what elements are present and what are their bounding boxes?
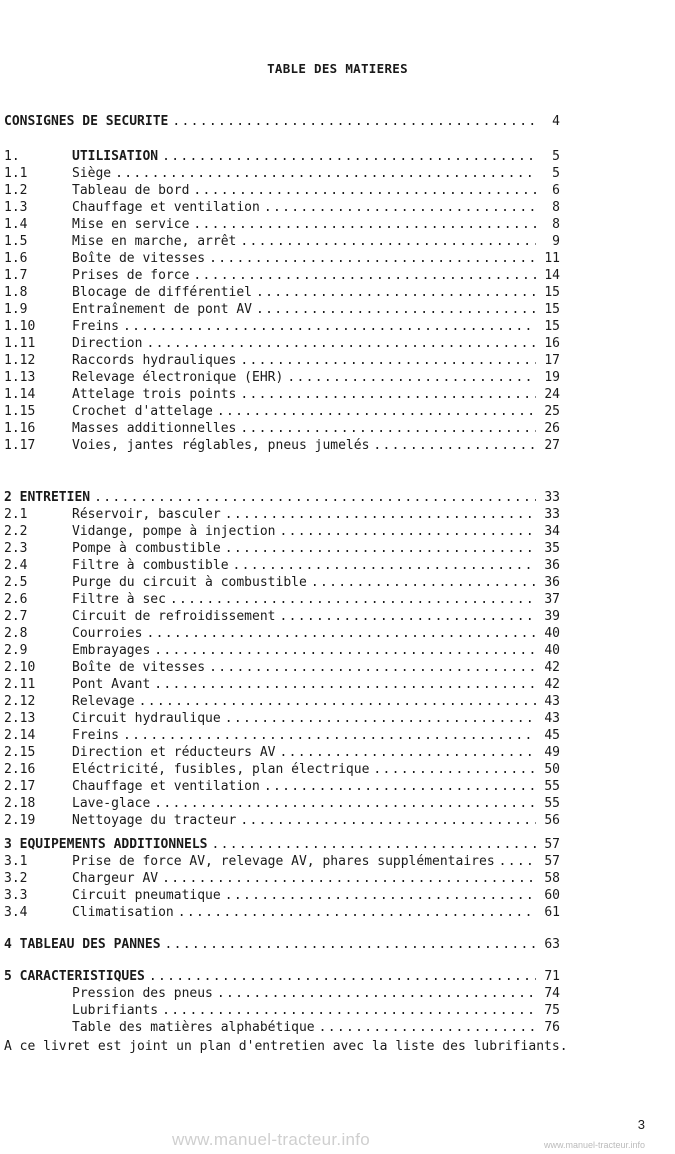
toc-entry-label: Eléctricité, fusibles, plan électrique (72, 762, 370, 777)
toc-entry-label: Lubrifiants (72, 1003, 159, 1018)
toc-entry (4, 489, 560, 506)
toc-entry-label: Attelage trois points (72, 387, 237, 402)
toc-entry-page: 57 (544, 837, 560, 852)
toc-entry-page: 76 (544, 1020, 560, 1035)
toc-entry-label: Réservoir, basculer (72, 507, 221, 522)
toc-entry-label: CONSIGNES DE SECURITE (4, 114, 169, 129)
dot-leader (170, 591, 536, 608)
toc-entry-page: 25 (544, 404, 560, 419)
toc-entry-label: Direction (72, 336, 143, 351)
toc-entry-label: Mise en service (72, 217, 190, 232)
dot-leader (178, 904, 536, 921)
page-number: 3 (637, 1117, 645, 1132)
dot-leader (264, 778, 536, 795)
dot-leader (165, 936, 536, 953)
toc-entry (4, 352, 560, 369)
toc-entry-page: 33 (544, 490, 560, 505)
toc-entry-number: 2.3 (4, 541, 28, 556)
toc-entry-label: Circuit pneumatique (72, 888, 221, 903)
toc-entry (4, 676, 560, 693)
toc-entry-number: 2.10 (4, 660, 36, 675)
watermark-small: www.manuel-tracteur.info (543, 1140, 645, 1150)
toc-entry-page: 57 (544, 854, 560, 869)
dot-leader (225, 887, 536, 904)
toc-entry (4, 437, 560, 454)
toc-entry-label: Circuit hydraulique (72, 711, 221, 726)
toc-entry-label: 4 TABLEAU DES PANNES (4, 937, 161, 952)
toc-entry-number: 2.8 (4, 626, 28, 641)
toc-entry-label: Table des matières alphabétique (72, 1020, 315, 1035)
dot-leader (240, 352, 536, 369)
toc-entry-number: 2.17 (4, 779, 36, 794)
toc-entry-number: 1.11 (4, 336, 36, 351)
toc-entry (4, 403, 560, 420)
toc-entry-page: 17 (544, 353, 560, 368)
dot-leader (146, 335, 536, 352)
toc-entry-page: 60 (544, 888, 560, 903)
toc-entry (4, 936, 560, 953)
toc-entry (4, 812, 560, 829)
toc-entry-number: 2.14 (4, 728, 36, 743)
toc-entry (4, 284, 560, 301)
toc-entry-label: Lave-glace (72, 796, 151, 811)
toc-entry-label: Filtre à combustible (72, 558, 229, 573)
toc-entry-number: 1. (4, 149, 20, 164)
toc-entry-page: 50 (544, 762, 560, 777)
toc-entry-number: 2.11 (4, 677, 36, 692)
dot-leader (256, 284, 536, 301)
dot-leader (212, 836, 537, 853)
toc-entry-number: 1.10 (4, 319, 36, 334)
toc-entry-label: Climatisation (72, 905, 174, 920)
toc-entry-page: 71 (544, 969, 560, 984)
toc-entry-page: 15 (544, 285, 560, 300)
dot-leader (139, 693, 536, 710)
toc-entry-page: 9 (552, 234, 560, 249)
toc-entry (4, 216, 560, 233)
toc-entry-page: 34 (544, 524, 560, 539)
toc-entry-page: 8 (552, 200, 560, 215)
toc-entry-page: 36 (544, 558, 560, 573)
toc-entry-number: 1.8 (4, 285, 28, 300)
toc-entry-page: 35 (544, 541, 560, 556)
toc-entry-number: 1.4 (4, 217, 28, 232)
dot-leader (193, 216, 536, 233)
dot-leader (225, 710, 536, 727)
toc-entry-label: Mise en marche, arrêt (72, 234, 237, 249)
toc-entry-page: 55 (544, 796, 560, 811)
toc-entry-label: Masses additionnelles (72, 421, 237, 436)
toc-entry-page: 40 (544, 626, 560, 641)
dot-leader (149, 968, 536, 985)
toc-entry-number: 1.14 (4, 387, 36, 402)
toc-entry-label: Blocage de différentiel (72, 285, 253, 300)
toc-entry-page: 11 (544, 251, 560, 266)
dot-leader (225, 506, 536, 523)
dot-leader (319, 1019, 536, 1036)
toc-entry-page: 43 (544, 711, 560, 726)
toc-entry-label: Pompe à combustible (72, 541, 221, 556)
dot-leader (256, 301, 536, 318)
toc-entry (4, 250, 560, 267)
toc-entry-number: 1.13 (4, 370, 36, 385)
toc-entry-page: 55 (544, 779, 560, 794)
toc-entry (4, 165, 560, 182)
toc-entry (4, 642, 560, 659)
toc-entry-page: 16 (544, 336, 560, 351)
toc-entry-label: Embrayages (72, 643, 151, 658)
toc-entry-page: 4 (552, 114, 560, 129)
toc-entry-label: Boîte de vitesses (72, 660, 206, 675)
toc-entry-number: 2.18 (4, 796, 36, 811)
dot-leader (233, 557, 536, 574)
dot-leader (154, 642, 536, 659)
toc-entry-page: 75 (544, 1003, 560, 1018)
toc-entry (4, 608, 560, 625)
toc-entry (4, 420, 560, 437)
dot-leader (209, 250, 536, 267)
toc-entry-page: 24 (544, 387, 560, 402)
toc-entry (4, 968, 560, 985)
toc-entry-label: Courroies (72, 626, 143, 641)
toc-entry-number: 2.13 (4, 711, 36, 726)
toc-entry-page: 5 (552, 149, 560, 164)
toc-entry-page: 43 (544, 694, 560, 709)
toc-entry-page: 58 (544, 871, 560, 886)
toc-entry (4, 795, 560, 812)
toc-entry-number: 2.1 (4, 507, 28, 522)
toc-entry-label: Raccords hydrauliques (72, 353, 237, 368)
dot-leader (154, 795, 536, 812)
dot-leader (193, 182, 536, 199)
toc-entry-label: Crochet d'attelage (72, 404, 213, 419)
dot-leader (240, 233, 536, 250)
toc-entry (4, 301, 560, 318)
toc-entry-number: 1.5 (4, 234, 28, 249)
toc-entry (4, 506, 560, 523)
toc-entry-number: 2.19 (4, 813, 36, 828)
toc-entry (4, 540, 560, 557)
toc-entry-label: Prises de force (72, 268, 190, 283)
toc-entry-number: 1.15 (4, 404, 36, 419)
dot-leader (499, 853, 536, 870)
toc-entry (4, 625, 560, 642)
toc-entry-number: 2.12 (4, 694, 36, 709)
toc-entry-page: 40 (544, 643, 560, 658)
toc-entry (4, 744, 560, 761)
dot-leader (115, 165, 536, 182)
dot-leader (154, 676, 536, 693)
toc-entry-number: 2.4 (4, 558, 28, 573)
toc-entry-page: 19 (544, 370, 560, 385)
toc-entry-page: 42 (544, 677, 560, 692)
toc-entry-label: Prise de force AV, relevage AV, phares supplémentaires (72, 854, 495, 869)
toc-entry-page: 56 (544, 813, 560, 828)
toc-entry-number: 1.3 (4, 200, 28, 215)
dot-leader (373, 761, 536, 778)
footer-note: A ce livret est joint un plan d'entretien avec la liste des lubrifiants. (4, 1039, 568, 1054)
dot-leader (94, 489, 536, 506)
dot-leader (373, 437, 536, 454)
toc-entry-page: 45 (544, 728, 560, 743)
toc-entry-page: 49 (544, 745, 560, 760)
toc-entry-page: 63 (544, 937, 560, 952)
toc-entry-page: 14 (544, 268, 560, 283)
dot-leader (162, 1002, 536, 1019)
toc-entry (4, 659, 560, 676)
dot-leader (209, 659, 536, 676)
toc-entry (4, 557, 560, 574)
toc-entry-number: 2.6 (4, 592, 28, 607)
toc-entry-label: Entraînement de pont AV (72, 302, 253, 317)
toc-entry-label: 3 EQUIPEMENTS ADDITIONNELS (4, 837, 208, 852)
toc-entry-label: Pont Avant (72, 677, 151, 692)
toc-entry (4, 523, 560, 540)
dot-leader (280, 523, 537, 540)
dot-leader (146, 625, 536, 642)
dot-leader (123, 727, 536, 744)
toc-entry (4, 574, 560, 591)
toc-entry-number: 1.2 (4, 183, 28, 198)
toc-entry (4, 1002, 560, 1019)
toc-entry-label: Filtre à sec (72, 592, 166, 607)
toc-entry-label: Chauffage et ventilation (72, 779, 260, 794)
toc-entry (4, 182, 560, 199)
toc-entry-page: 42 (544, 660, 560, 675)
toc-entry (4, 836, 560, 853)
dot-leader (287, 369, 536, 386)
toc-entry (4, 710, 560, 727)
toc-entry-page: 74 (544, 986, 560, 1001)
dot-leader (123, 318, 536, 335)
toc-entry-page: 27 (544, 438, 560, 453)
toc-entry-page: 37 (544, 592, 560, 607)
toc-entry (4, 778, 560, 795)
toc-entry (4, 761, 560, 778)
toc-entry-label: Circuit de refroidissement (72, 609, 276, 624)
toc-entry-label: Boîte de vitesses (72, 251, 206, 266)
toc-entry-label: Purge du circuit à combustible (72, 575, 307, 590)
toc-entry-number: 1.16 (4, 421, 36, 436)
toc-entry-number: 3.1 (4, 854, 28, 869)
dot-leader (240, 386, 536, 403)
toc-entry-label: Relevage (72, 694, 135, 709)
toc-entry-label: Chargeur AV (72, 871, 159, 886)
toc-entry-number: 2.15 (4, 745, 36, 760)
toc-entry-number: 3.2 (4, 871, 28, 886)
toc-entry (4, 386, 560, 403)
dot-leader (172, 113, 536, 130)
dot-leader (217, 403, 536, 420)
toc-entry (4, 904, 560, 921)
toc-entry (4, 591, 560, 608)
toc-entry-label: Vidange, pompe à injection (72, 524, 276, 539)
toc-entry-label: Pression des pneus (72, 986, 213, 1001)
toc-entry-label: Direction et réducteurs AV (72, 745, 276, 760)
toc-entry-number: 1.1 (4, 166, 28, 181)
toc-entry (4, 233, 560, 250)
toc-entry-label: 2 ENTRETIEN (4, 490, 91, 505)
dot-leader (217, 985, 536, 1002)
toc-entry-page: 15 (544, 302, 560, 317)
toc-entry-number: 2.2 (4, 524, 28, 539)
toc-entry-page: 33 (544, 507, 560, 522)
toc-entry (4, 853, 560, 870)
toc-entry-number: 2.9 (4, 643, 28, 658)
dot-leader (280, 744, 537, 761)
toc-entry-label: 5 CARACTERISTIQUES (4, 969, 145, 984)
toc-entry (4, 693, 560, 710)
toc-entry-number: 1.12 (4, 353, 36, 368)
toc-entry (4, 1019, 560, 1036)
dot-leader (240, 420, 536, 437)
toc-entry (4, 318, 560, 335)
dot-leader (240, 812, 536, 829)
toc-entry (4, 369, 560, 386)
toc-entry-label: Siège (72, 166, 112, 181)
toc-entry-number: 3.4 (4, 905, 28, 920)
toc-entry (4, 887, 560, 904)
toc-entry (4, 148, 560, 165)
toc-entry (4, 870, 560, 887)
toc-entry (4, 727, 560, 744)
toc-entry (4, 113, 560, 130)
toc-entry-page: 8 (552, 217, 560, 232)
toc-entry-label: Voies, jantes réglables, pneus jumelés (72, 438, 370, 453)
toc-entry-page: 6 (552, 183, 560, 198)
page-title: TABLE DES MATIERES (267, 61, 408, 76)
toc-entry-number: 2.7 (4, 609, 28, 624)
toc-entry-number: 3.3 (4, 888, 28, 903)
dot-leader (225, 540, 536, 557)
toc-entry-page: 15 (544, 319, 560, 334)
toc-entry-number: 1.17 (4, 438, 36, 453)
toc-entry-label: Freins (72, 319, 119, 334)
toc-entry (4, 985, 560, 1002)
dot-leader (280, 608, 537, 625)
toc-entry-label: Freins (72, 728, 119, 743)
toc-entry-number: 1.7 (4, 268, 28, 283)
dot-leader (311, 574, 536, 591)
toc-entry-label: UTILISATION (72, 149, 159, 164)
dot-leader (264, 199, 536, 216)
toc-entry-page: 36 (544, 575, 560, 590)
toc-entry-page: 61 (544, 905, 560, 920)
toc-entry-label: Chauffage et ventilation (72, 200, 260, 215)
toc-entry-number: 1.9 (4, 302, 28, 317)
dot-leader (162, 148, 536, 165)
watermark: www.manuel-tracteur.info (172, 1130, 371, 1149)
dot-leader (162, 870, 536, 887)
dot-leader (193, 267, 536, 284)
toc-entry-page: 5 (552, 166, 560, 181)
toc-entry (4, 267, 560, 284)
toc-entry (4, 335, 560, 352)
toc-entry-number: 2.5 (4, 575, 28, 590)
toc-entry-page: 26 (544, 421, 560, 436)
toc-entry-number: 2.16 (4, 762, 36, 777)
toc-entry-number: 1.6 (4, 251, 28, 266)
toc-entry-label: Relevage électronique (EHR) (72, 370, 284, 385)
toc-entry-page: 39 (544, 609, 560, 624)
toc-entry-label: Tableau de bord (72, 183, 190, 198)
toc-entry-label: Nettoyage du tracteur (72, 813, 237, 828)
toc-entry (4, 199, 560, 216)
